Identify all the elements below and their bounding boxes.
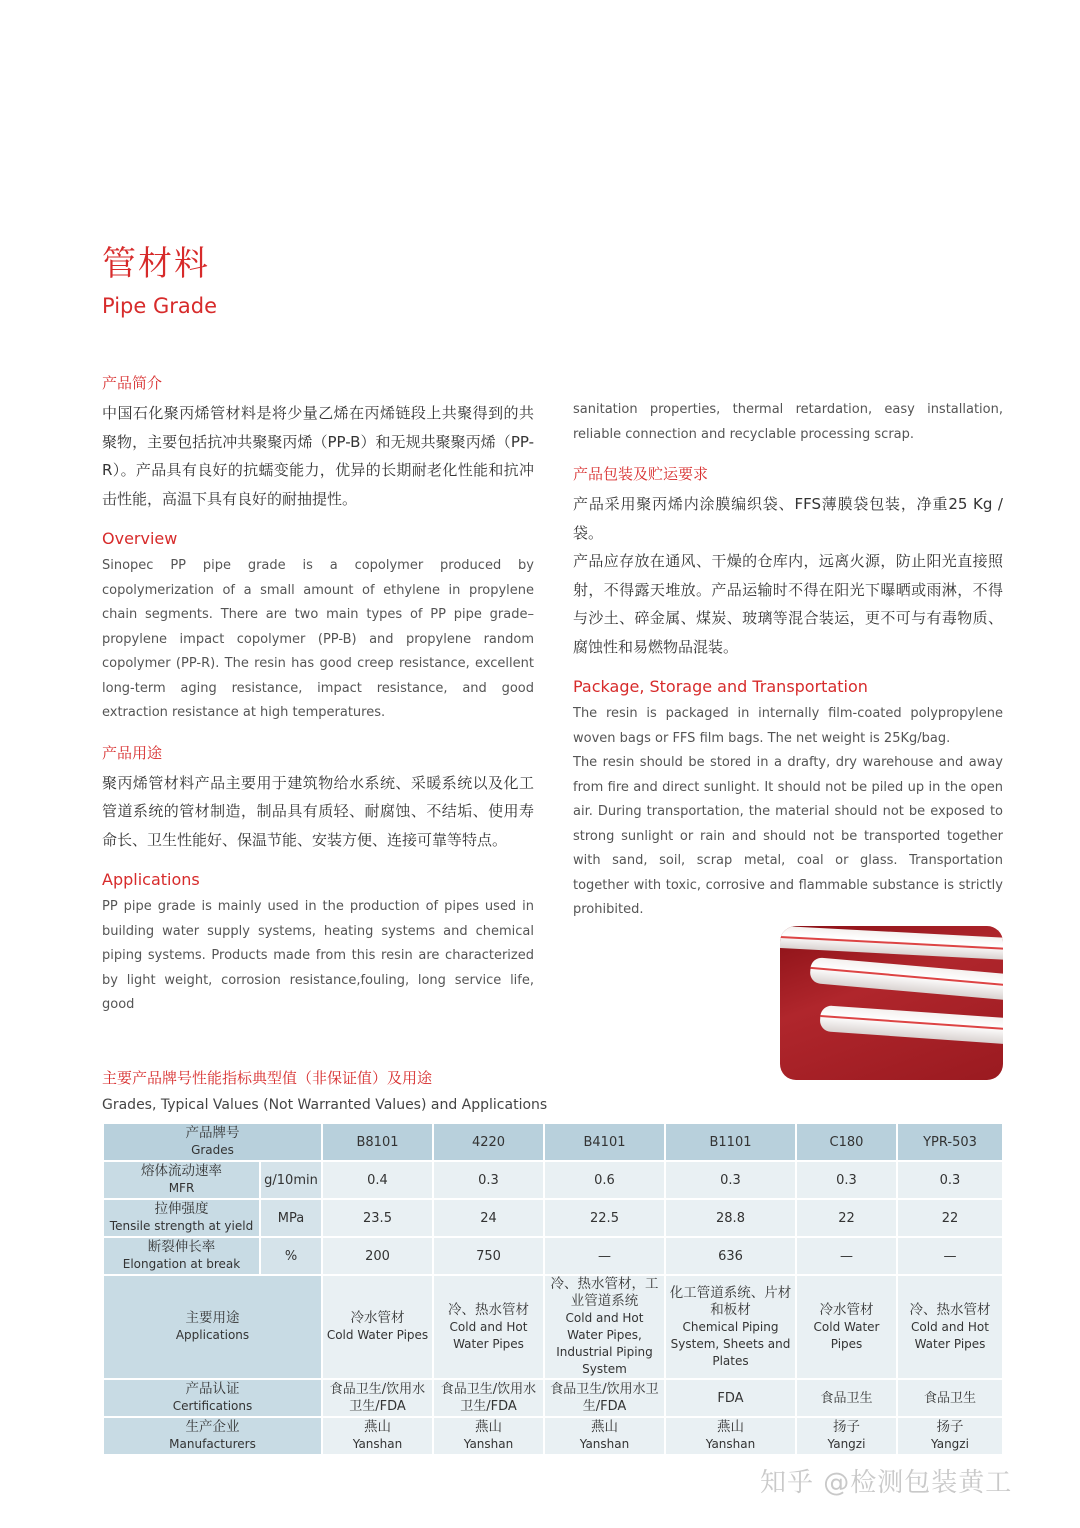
table-cell: 0.3: [433, 1161, 544, 1199]
grade-header: B1101: [665, 1123, 796, 1161]
table-cell: 冷、热水管材，工业管道系统 Cold and Hot Water Pipes, Industrial Piping System: [544, 1275, 665, 1379]
table-cell: 0.3: [897, 1161, 1003, 1199]
table-cell: 28.8: [665, 1199, 796, 1237]
table-cell: 0.3: [796, 1161, 897, 1199]
grade-header: YPR-503: [897, 1123, 1003, 1161]
applications-heading-cn: 产品用途: [102, 743, 163, 762]
table-row-mfr: [103, 1161, 1003, 1199]
table-row-tensile: [103, 1199, 1003, 1237]
table-row-elongation: [103, 1237, 1003, 1275]
package-heading-en: Package, Storage and Transportation: [573, 677, 868, 696]
overview-heading-cn: 产品简介: [102, 374, 163, 392]
pipes-photo: [780, 926, 1003, 1080]
applications-heading-en: Applications: [102, 870, 200, 889]
grade-header: C180: [796, 1123, 897, 1161]
table-cell: 冷水管材 Cold Water Pipes: [796, 1275, 897, 1379]
table-cell: 冷、热水管材 Cold and Hot Water Pipes: [433, 1275, 544, 1379]
table-cell: 24: [433, 1199, 544, 1237]
package-heading-cn: 产品包装及贮运要求: [573, 465, 709, 483]
page-title-cn: 管材料: [102, 244, 210, 284]
grade-header: B8101: [322, 1123, 433, 1161]
table-cell: 200: [322, 1237, 433, 1275]
applications-text-en: PP pipe grade is mainly used in the production of pipes used in building water supply systems, heating systems and chemical piping systems. Products made from this resin are characterized by light weight, corrosion resistance,fouling, long service life, good: [102, 899, 534, 1012]
package-text-en-1: The resin is packaged in internally film-coated polypropylene woven bags or FFS film bags. The net weight is 25Kg/bag.: [573, 706, 1003, 746]
table-cell: 食品卫生: [897, 1379, 1003, 1417]
table-cell: 0.4: [322, 1161, 433, 1199]
table-cell: 22: [897, 1199, 1003, 1237]
table-cell: 燕山 Yanshan: [544, 1417, 665, 1455]
table-row-manufacturers: [103, 1417, 1003, 1455]
table-cell: 22: [796, 1199, 897, 1237]
package-text-cn-1: 产品采用聚丙烯内涂膜编织袋、FFS薄膜袋包装，净重25 Kg /袋。: [573, 495, 1003, 542]
table-cell: 燕山 Yanshan: [665, 1417, 796, 1455]
table-cell: 食品卫生/饮用水卫生/FDA: [322, 1379, 433, 1417]
grades-table: [102, 1122, 1004, 1456]
right-column: [573, 398, 1003, 923]
table-cell: 食品卫生/饮用水卫生/FDA: [544, 1379, 665, 1417]
applications-label: 主要用途 Applications: [103, 1275, 322, 1379]
table-row-applications: [103, 1275, 1003, 1379]
table-cell: 冷水管材 Cold Water Pipes: [322, 1275, 433, 1379]
table-cell: —: [897, 1237, 1003, 1275]
grade-header: 4220: [433, 1123, 544, 1161]
applications-text-en-cont: sanitation properties, thermal retardation, easy installation, reliable connection and recyclable processing scrap.: [573, 402, 1003, 442]
package-text-en-2: The resin should be stored in a drafty, dry warehouse and away from fire and direct sunlight. It should not be piled up in the open air. During transportation, the material should not be exposed to strong sunlight or rain and should not be transported together with sand, soil, scrap metal, coal or glass. Transportation together with toxic, corrosive and flammable substance is strictly prohibited.: [573, 755, 1003, 917]
table-cell: 食品卫生/饮用水卫生/FDA: [433, 1379, 544, 1417]
table-cell: 燕山 Yanshan: [322, 1417, 433, 1455]
table-cell: 食品卫生: [796, 1379, 897, 1417]
left-column: [102, 372, 534, 1018]
table-cell: 22.5: [544, 1199, 665, 1237]
package-text-cn-2: 产品应存放在通风、干燥的仓库内，远离火源，防止阳光直接照射，不得露天堆放。产品运输时不得在阳光下曝晒或雨淋，不得与沙土、碎金属、煤炭、玻璃等混合装运，更不可与有毒物质、腐蚀性和易燃物品混装。: [573, 552, 1003, 656]
table-cell: 636: [665, 1237, 796, 1275]
table-cell: 750: [433, 1237, 544, 1275]
table-cell: 23.5: [322, 1199, 433, 1237]
overview-heading-en: Overview: [102, 529, 178, 548]
table-cell: —: [544, 1237, 665, 1275]
overview-text-en: Sinopec PP pipe grade is a copolymer produced by copolymerization of a small amount of ethylene in propylene chain segments. There are two main types of PP pipe grade–propylene impact copolymer (PP-B) and propylene random copolymer (PP-R). The resin has good creep resistance, excellent long-term aging resistance, impact resistance, and good extraction resistance at high temperatures.: [102, 558, 534, 720]
table-cell: —: [796, 1237, 897, 1275]
table-cell: 扬子 Yangzi: [796, 1417, 897, 1455]
page-title-en: Pipe Grade: [102, 294, 217, 318]
table-cell: 燕山 Yanshan: [433, 1417, 544, 1455]
table-cell: 0.6: [544, 1161, 665, 1199]
tensile-label: 拉伸强度 Tensile strength at yield: [103, 1199, 260, 1237]
table-row-certifications: [103, 1379, 1003, 1417]
table-cell: 化工管道系统、片材和板材 Chemical Piping System, Sheets and Plates: [665, 1275, 796, 1379]
grade-header: B4101: [544, 1123, 665, 1161]
table-header-row: [103, 1123, 1003, 1161]
table-caption-cn: 主要产品牌号性能指标典型值（非保证值）及用途: [102, 1069, 433, 1087]
table-cell: FDA: [665, 1379, 796, 1417]
mfr-label: 熔体流动速率 MFR: [103, 1161, 260, 1199]
applications-text-cn: 聚丙烯管材料产品主要用于建筑物给水系统、采暖系统以及化工管道系统的管材制造，制品具有质轻、耐腐蚀、不结垢、使用寿命长、卫生性能好、保温节能、安装方便、连接可靠等特点。: [102, 773, 534, 849]
watermark: 知乎 @检测包装黄工: [760, 1468, 1013, 1498]
elongation-unit: %: [260, 1237, 322, 1275]
overview-text-cn: 中国石化聚丙烯管材料是将少量乙烯在丙烯链段上共聚得到的共聚物，主要包括抗冲共聚聚丙烯（PP-B）和无规共聚聚丙烯（PP-R）。产品具有良好的抗蠕变能力，优异的长期耐老化性能和抗冲击性能，高温下具有良好的耐抽提性。: [102, 404, 534, 508]
table-cell: 冷、热水管材 Cold and Hot Water Pipes: [897, 1275, 1003, 1379]
table-cell: 0.3: [665, 1161, 796, 1199]
tensile-unit: MPa: [260, 1199, 322, 1237]
table-cell: 扬子 Yangzi: [897, 1417, 1003, 1455]
mfr-unit: g/10min: [260, 1161, 322, 1199]
elongation-label: 断裂伸长率 Elongation at break: [103, 1237, 260, 1275]
manufacturers-label: 生产企业 Manufacturers: [103, 1417, 322, 1455]
table-caption-en: Grades, Typical Values (Not Warranted Values) and Applications: [102, 1097, 548, 1113]
grades-label: 产品牌号 Grades: [103, 1123, 322, 1161]
certifications-label: 产品认证 Certifications: [103, 1379, 322, 1417]
